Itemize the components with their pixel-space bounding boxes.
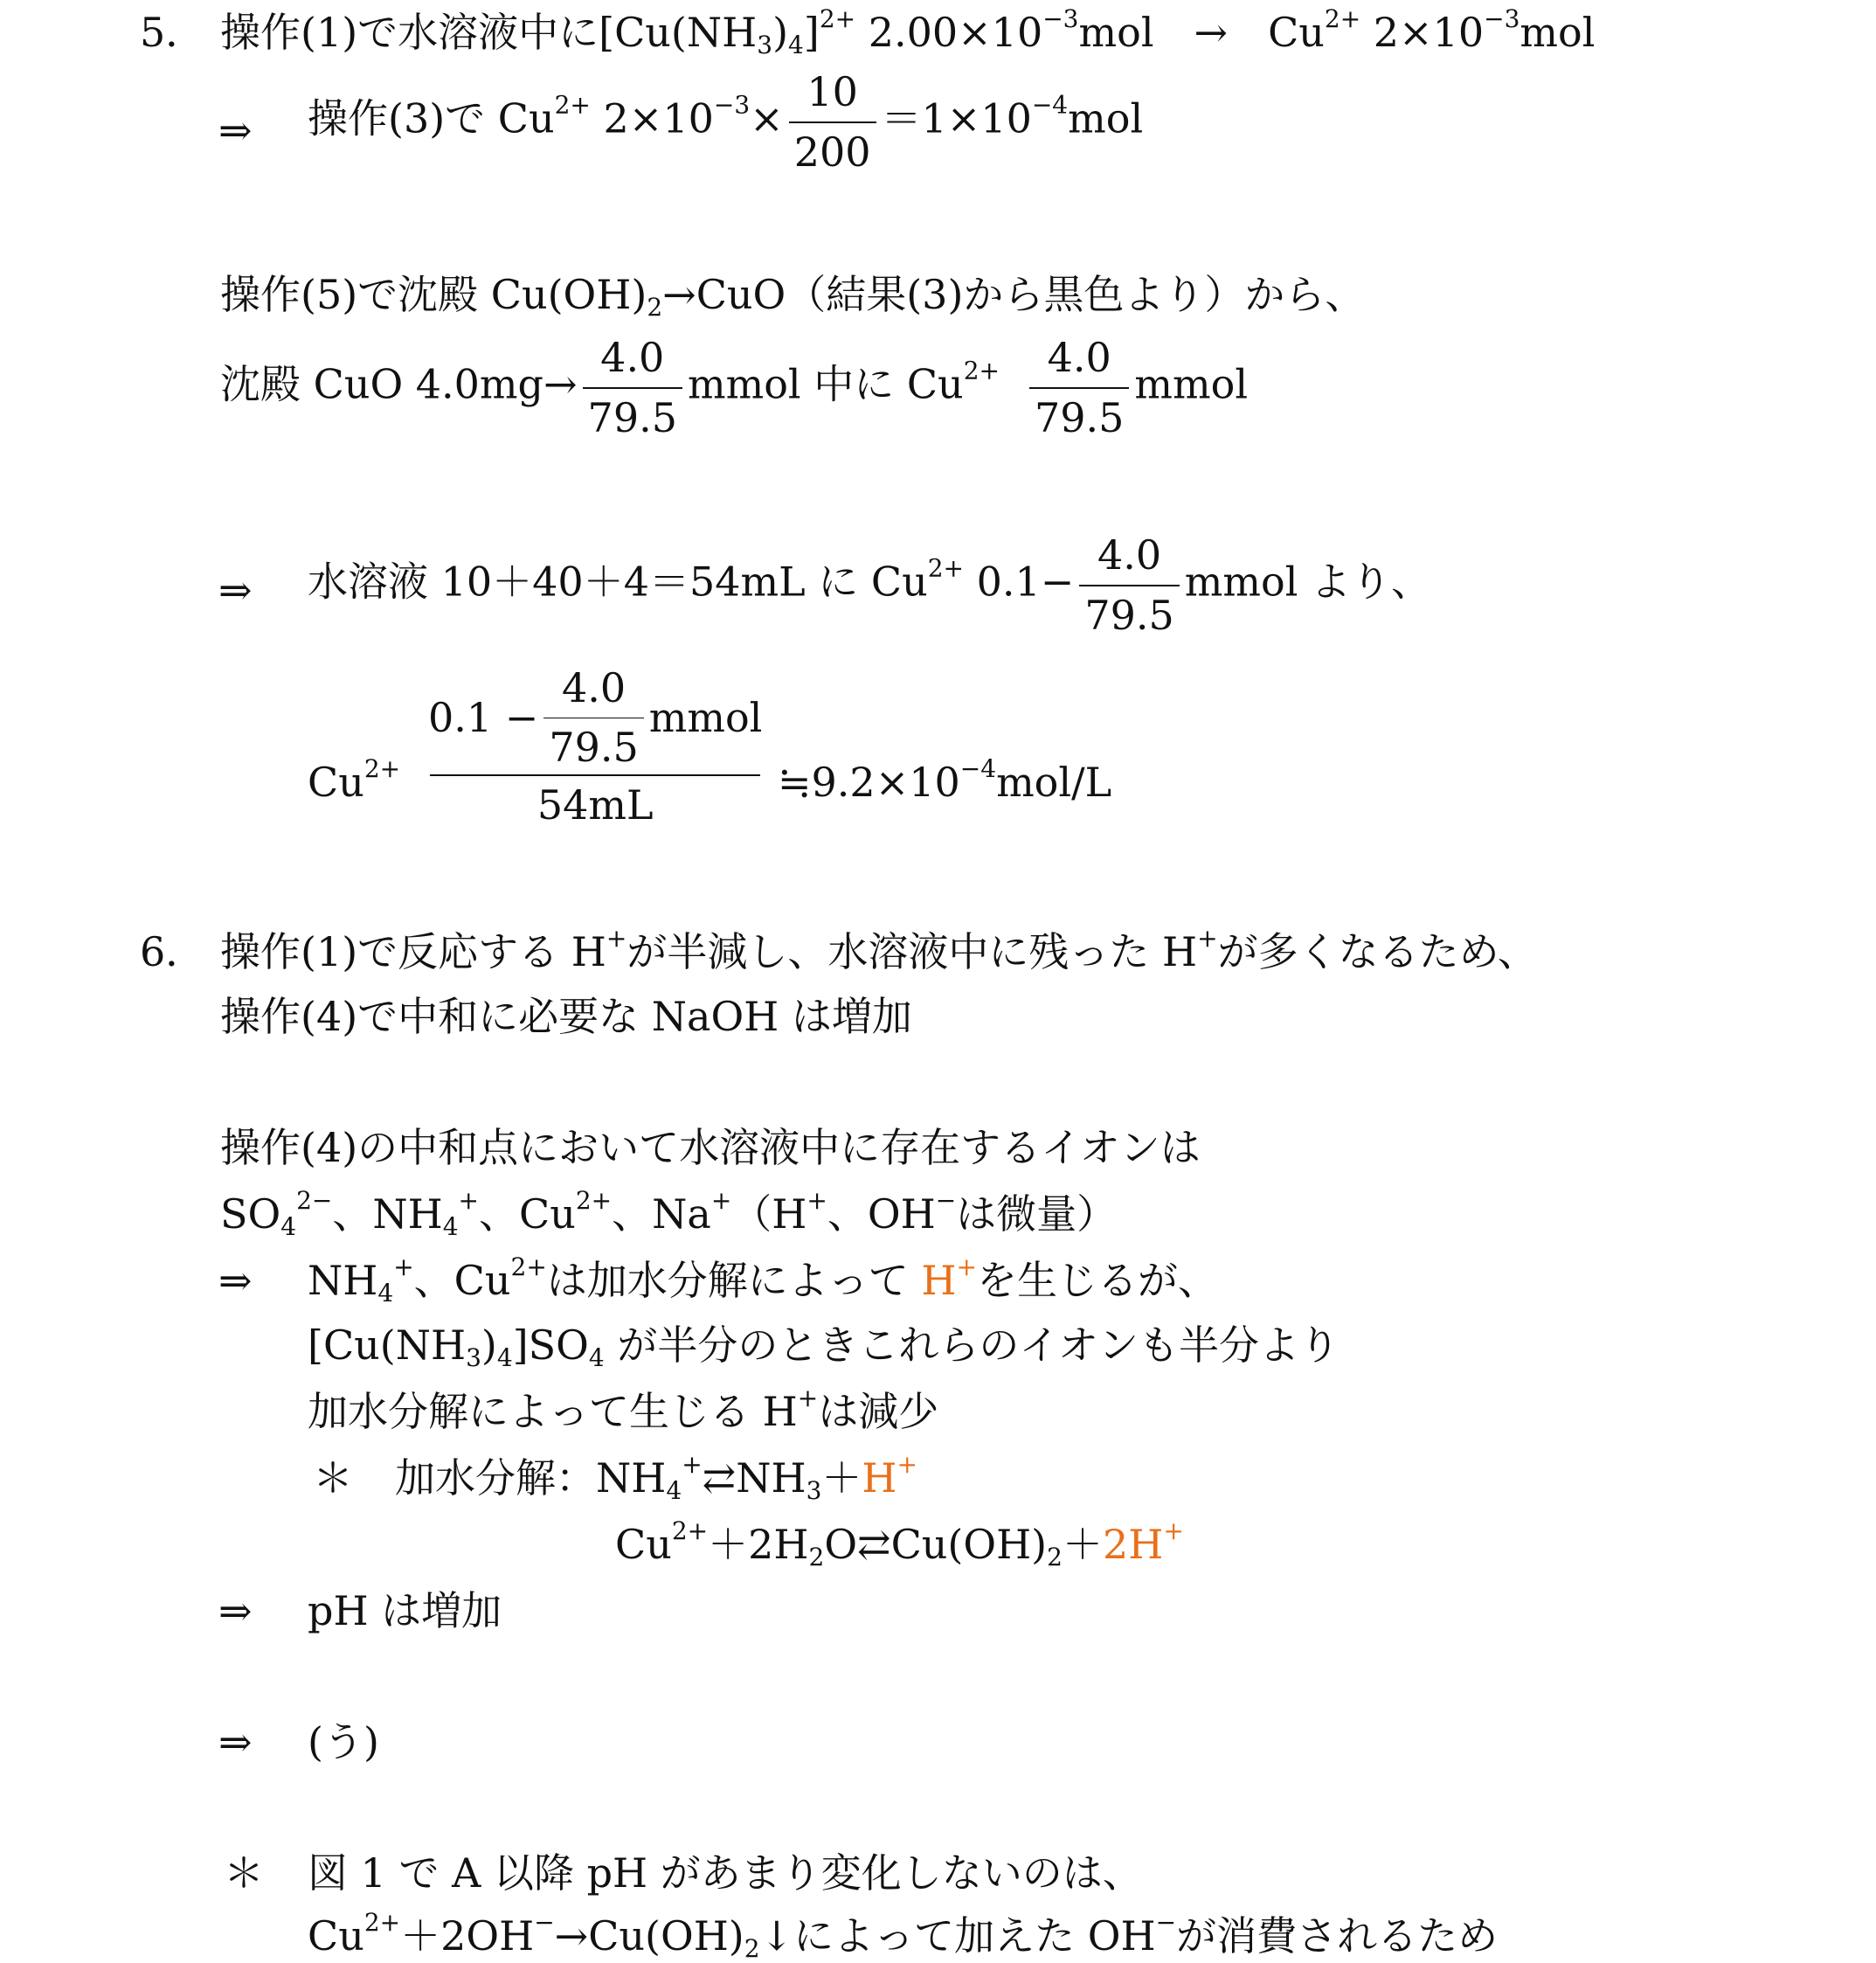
sup: 2+ — [554, 90, 591, 120]
sec5-line-4 — [220, 336, 1248, 440]
sup: 2+ — [1324, 4, 1361, 33]
sup: + — [393, 1252, 414, 1281]
text: は減少 — [818, 1388, 939, 1435]
sup: 2+ — [671, 1516, 709, 1545]
sup: + — [806, 1186, 827, 1215]
denominator: 79.5 — [1084, 591, 1174, 639]
text: ＋ — [821, 1454, 862, 1502]
sup: − — [1155, 1908, 1177, 1937]
text: mol → Cu — [1078, 9, 1325, 56]
sec5-line-1 — [220, 4, 1596, 59]
text: 操作(5)で沈殿 Cu(OH) — [220, 271, 647, 318]
sup: −3 — [1042, 4, 1079, 33]
arrow-icon: ⇒ — [218, 107, 253, 154]
text: 加水分解によって生じる H — [308, 1388, 798, 1435]
text: ↓によって加えた OH — [759, 1912, 1156, 1960]
fraction — [1029, 336, 1129, 440]
text: mmol — [1134, 360, 1249, 408]
text: Cu — [308, 1912, 364, 1960]
sub: 3 — [806, 1476, 822, 1505]
text: は加水分解によって — [546, 1257, 922, 1304]
text: 2×10 — [1360, 9, 1485, 56]
fraction — [1079, 533, 1179, 637]
text: SO — [220, 1190, 281, 1238]
sup: −3 — [713, 90, 751, 120]
sec6-line-7 — [308, 1384, 939, 1435]
numerator: 4.0 — [1047, 334, 1111, 381]
sup: − — [534, 1908, 555, 1937]
text: を生じるが、 — [977, 1257, 1218, 1304]
text: 、OH — [827, 1190, 936, 1238]
sec6-line-6 — [308, 1321, 1340, 1372]
sup: + — [682, 1450, 703, 1479]
sec6-line-9 — [615, 1516, 1184, 1571]
sub: 2 — [744, 1934, 760, 1963]
compound-fraction — [428, 664, 763, 829]
sec5-line-2 — [308, 70, 1143, 174]
text: 2.00×10 — [855, 9, 1043, 56]
sub: 3 — [466, 1343, 481, 1372]
h-ion-highlight: H — [862, 1454, 897, 1502]
fraction — [583, 336, 682, 440]
sec6-line-12: 図 1 で A 以降 pH があまり変化しないのは、 — [308, 1849, 1143, 1897]
arrow-icon: ⇒ — [218, 1587, 253, 1634]
text: mol — [1068, 94, 1144, 142]
sup: 2− — [296, 1186, 333, 1215]
sub: 2 — [647, 293, 663, 322]
text: →Cu(OH) — [554, 1912, 744, 1960]
sub: 4 — [442, 1212, 459, 1241]
arrow-icon: ⇒ — [218, 1257, 253, 1304]
numerator: 10 — [806, 68, 858, 115]
sup: + — [458, 1186, 480, 1215]
sec6-line-2: 操作(4)で中和に必要な NaOH は増加 — [220, 993, 912, 1040]
numerator-text: 0.1 − — [428, 694, 539, 742]
sec6-line-4 — [220, 1186, 1118, 1241]
text: 水溶液 10＋40＋4＝54mL に Cu — [308, 558, 928, 606]
text: mol — [1519, 9, 1596, 56]
sub: 3 — [757, 31, 773, 59]
sup: −4 — [1031, 90, 1069, 120]
sup: 2+ — [927, 553, 965, 583]
text: →CuO（結果(3)から黒色より）から、 — [662, 271, 1366, 318]
text: ≒9.2×10 — [778, 759, 960, 806]
answer-label: (う) — [308, 1718, 379, 1765]
section-6-number: 6． — [140, 928, 206, 975]
text: （H — [731, 1190, 807, 1238]
cu-ion-label — [308, 754, 401, 806]
text: は微量） — [956, 1190, 1118, 1238]
numerator-unit: mmol — [648, 694, 763, 742]
text: mmol 中に Cu — [687, 360, 964, 408]
text: ]SO — [512, 1321, 589, 1369]
arrow-icon: ⇒ — [218, 1718, 253, 1765]
text: ＝1×10 — [881, 94, 1032, 142]
text: ＋2OH — [400, 1912, 535, 1960]
denominator: 79.5 — [1034, 393, 1125, 441]
section-5-number: 5． — [140, 9, 206, 56]
sec6-line-10: pH は増加 — [308, 1587, 502, 1634]
sub: 4 — [588, 1343, 605, 1372]
text: 沈殿 CuO 4.0mg→ — [220, 360, 578, 408]
sup: 2+ — [363, 1908, 401, 1937]
text: NH — [308, 1257, 378, 1304]
text: mmol より、 — [1184, 558, 1432, 606]
text: 操作(1)で水溶液中に[Cu(NH — [220, 9, 758, 56]
denominator: 200 — [793, 128, 871, 176]
sec5-line-3 — [220, 271, 1366, 322]
numerator: 4.0 — [600, 334, 665, 381]
text: 、Cu — [479, 1190, 576, 1238]
sup: + — [956, 1252, 977, 1281]
text: mol/L — [996, 759, 1112, 806]
text: 操作(1)で反応する H — [220, 928, 606, 975]
text: 加水分解：NH — [395, 1454, 667, 1502]
sup: + — [606, 924, 627, 953]
fraction — [789, 70, 876, 174]
text: ) — [481, 1321, 497, 1369]
sub: 4 — [496, 1343, 513, 1372]
result-value — [778, 754, 1112, 806]
denominator: 54mL — [536, 781, 654, 829]
sub: 2 — [1047, 1543, 1063, 1571]
denominator: 79.5 — [549, 723, 639, 771]
arrow-icon: ⇒ — [218, 566, 253, 614]
text: ) — [772, 9, 789, 56]
sup: −4 — [959, 754, 997, 783]
text: ] — [803, 9, 820, 56]
h-ion-highlight: 2H — [1102, 1521, 1164, 1568]
h-ion-highlight: H — [921, 1257, 957, 1304]
text: ＋ — [1062, 1521, 1103, 1568]
denominator: 79.5 — [587, 393, 677, 441]
sec6-line-5 — [308, 1252, 1218, 1308]
text: が半分のときこれらのイオンも半分より — [604, 1321, 1340, 1369]
text: 、Na — [612, 1190, 711, 1238]
text: 2×10 — [590, 94, 714, 142]
numerator: 4.0 — [561, 664, 626, 711]
sub: 2 — [808, 1543, 825, 1571]
sup: 2+ — [363, 754, 401, 783]
text: Cu — [615, 1521, 672, 1568]
sub: 4 — [788, 31, 804, 59]
text: ＋2H — [708, 1521, 809, 1568]
text: 、Cu — [413, 1257, 511, 1304]
asterisk-icon: ＊ — [224, 1849, 264, 1897]
sup: + — [1163, 1516, 1184, 1545]
text: O⇄Cu(OH) — [824, 1521, 1048, 1568]
text: 0.1− — [964, 558, 1075, 606]
sec6-line-8 — [395, 1450, 918, 1505]
sub: 4 — [377, 1279, 394, 1308]
text: [Cu(NH — [308, 1321, 467, 1369]
sub: 4 — [280, 1212, 297, 1241]
asterisk-icon: ＊ — [313, 1454, 353, 1502]
sup: − — [935, 1186, 957, 1215]
sup: 2+ — [510, 1252, 547, 1281]
text: が消費されるため — [1176, 1912, 1499, 1960]
sup: + — [797, 1384, 819, 1412]
sup: 2+ — [963, 356, 1000, 385]
text: × — [750, 94, 784, 142]
text: 操作(3)で Cu — [308, 94, 555, 142]
text: ⇄NH — [702, 1454, 806, 1502]
sup: + — [896, 1450, 918, 1479]
sec6-line-3: 操作(4)の中和点において水溶液中に存在するイオンは — [220, 1124, 1201, 1171]
sup: 2+ — [575, 1186, 613, 1215]
text: Cu — [308, 759, 364, 806]
numerator: 4.0 — [1097, 531, 1162, 579]
sec6-line-13 — [308, 1908, 1499, 1963]
inner-fraction — [543, 666, 643, 769]
sup: + — [1197, 924, 1218, 953]
sup: −3 — [1484, 4, 1520, 33]
text: が半減し、水溶液中に残った H — [626, 928, 1198, 975]
text: 、NH — [332, 1190, 443, 1238]
sub: 4 — [666, 1476, 682, 1505]
sup: 2+ — [819, 4, 856, 33]
text: が多くなるため、 — [1217, 928, 1538, 975]
sup: + — [710, 1186, 732, 1215]
sec6-line-1 — [220, 924, 1538, 975]
sec5-line-5 — [308, 533, 1431, 637]
